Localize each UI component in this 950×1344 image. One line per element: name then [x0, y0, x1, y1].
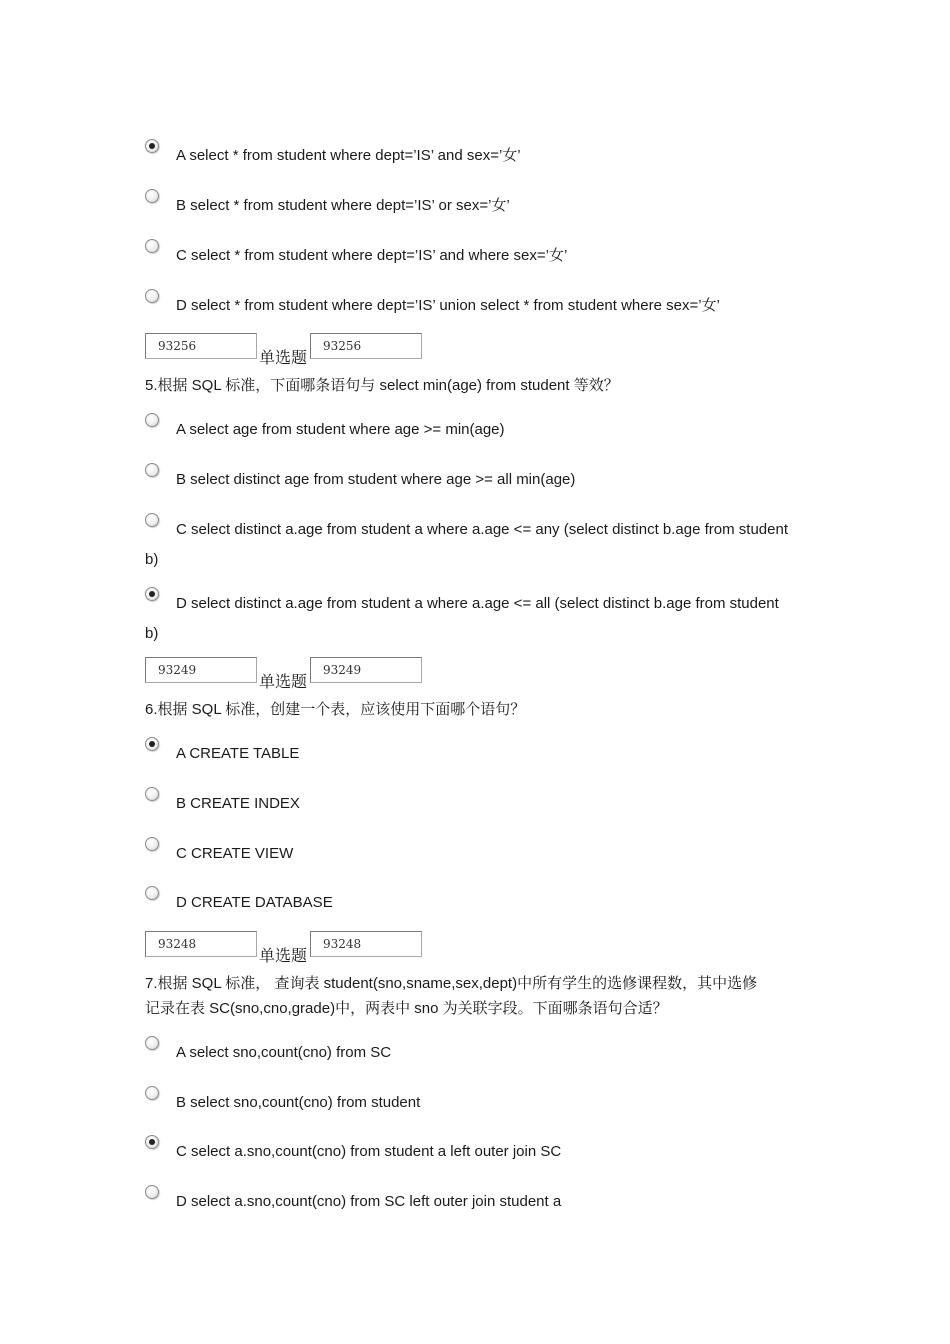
option-label: B select sno,count(cno) from student: [176, 1094, 421, 1111]
radio-button[interactable]: [145, 189, 159, 203]
option-label: B CREATE INDEX: [176, 795, 300, 812]
option-label: C select a.sno,count(cno) from student a left outer join SC: [176, 1143, 562, 1160]
q7-question-line-2: 记录在表 SC(sno,cno,grade)中，两表中 sno 为关联字段。下面哪条语句合适？: [145, 1000, 668, 1017]
question-id-field-2: 93256: [310, 333, 422, 359]
question-id-field: 93256: [145, 333, 257, 359]
option-label: D CREATE DATABASE: [176, 894, 333, 911]
radio-button[interactable]: [145, 787, 159, 801]
q6-question-text: 6.根据 SQL 标准，创建一个表，应该使用下面哪个语句？: [145, 701, 526, 718]
option-label: D select a.sno,count(cno) from SC left outer join student a: [176, 1193, 562, 1210]
q7-question-line-1: 7.根据 SQL 标准， 查询表 student(sno,sname,sex,dept)中所有学生的选修课程数，其中选修: [145, 975, 758, 992]
q5-option-d-continuation: b): [145, 625, 159, 642]
radio-button[interactable]: [145, 886, 159, 900]
option-label: A select * from student where dept=’IS’ and sex=’女’: [176, 147, 521, 164]
option-label: A select age from student where age >= min(age): [176, 421, 505, 438]
question-type-label: 单选题: [259, 672, 308, 691]
q5-option-c-continuation: b): [145, 551, 159, 568]
q5-question-text: 5.根据 SQL 标准，下面哪条语句与 select min(age) from student 等效？: [145, 377, 619, 394]
option-label: B select * from student where dept=’IS’ or sex=’女’: [176, 197, 510, 214]
question-id-field: 93248: [145, 931, 257, 957]
question-type-label: 单选题: [259, 946, 308, 965]
option-label: C CREATE VIEW: [176, 845, 294, 862]
radio-button[interactable]: [145, 139, 159, 153]
radio-button[interactable]: [145, 1036, 159, 1050]
radio-button[interactable]: [145, 1135, 159, 1149]
option-label: C select * from student where dept=’IS’ and where sex=’女’: [176, 247, 568, 264]
radio-button[interactable]: [145, 837, 159, 851]
option-label: A select sno,count(cno) from SC: [176, 1044, 392, 1061]
option-label: D select * from student where dept=’IS’ union select * from student where sex=’女’: [176, 297, 720, 314]
question-id-field-2: 93248: [310, 931, 422, 957]
option-label: D select distinct a.age from student a where a.age <= all (select distinct b.age from student: [176, 595, 779, 612]
radio-button[interactable]: [145, 413, 159, 427]
radio-button[interactable]: [145, 1086, 159, 1100]
option-label: A CREATE TABLE: [176, 745, 300, 762]
radio-button[interactable]: [145, 1185, 159, 1199]
question-type-label: 单选题: [259, 348, 308, 367]
radio-button[interactable]: [145, 737, 159, 751]
question-id-field-2: 93249: [310, 657, 422, 683]
radio-button[interactable]: [145, 289, 159, 303]
radio-button[interactable]: [145, 463, 159, 477]
option-label: C select distinct a.age from student a where a.age <= any (select distinct b.age from student: [176, 521, 788, 538]
option-label: B select distinct age from student where age >= all min(age): [176, 471, 576, 488]
question-id-field: 93249: [145, 657, 257, 683]
radio-button[interactable]: [145, 587, 159, 601]
radio-button[interactable]: [145, 513, 159, 527]
radio-button[interactable]: [145, 239, 159, 253]
